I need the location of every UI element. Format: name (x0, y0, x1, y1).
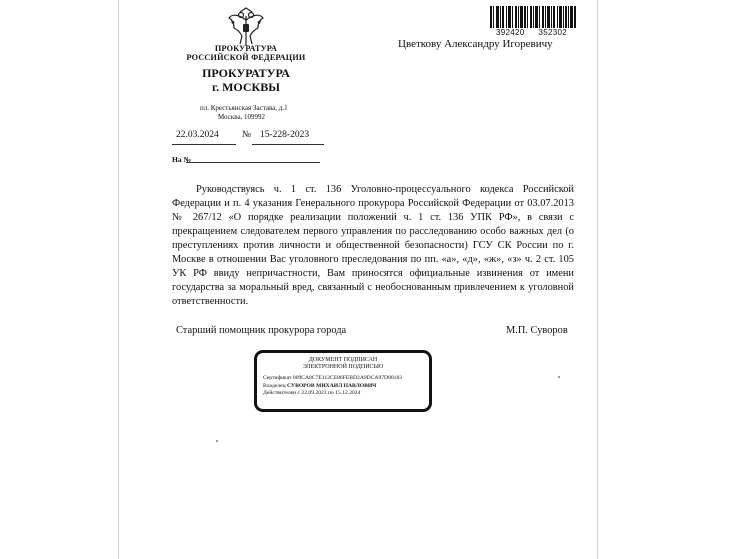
document-number: 15-228-2023 (260, 130, 310, 140)
barcode-numbers (496, 28, 567, 37)
esig-cert-label: Сертификат (263, 375, 292, 382)
esig-valid-from-prefix: с (297, 390, 301, 397)
barcode-number-left: 392420 (496, 28, 525, 37)
date-underline (172, 144, 236, 145)
esig-validity (263, 390, 423, 397)
esig-title (263, 357, 423, 371)
electronic-signature-stamp (254, 350, 432, 412)
org-address (170, 104, 370, 122)
document-date: 22.03.2024 (176, 130, 219, 140)
org-small-line1: ПРОКУРАТУРА (214, 44, 278, 53)
esig-title-line2: ЭЛЕКТРОННОЙ ПОДПИСЬЮ (302, 364, 384, 371)
address-line2: Москва, 109992 (218, 113, 266, 121)
number-underline (252, 144, 324, 145)
reply-to-label: На № (172, 155, 191, 164)
address-line1: пл. Крестьянская Застава, д.1 (200, 104, 288, 112)
esig-title-line1: ДОКУМЕНТ ПОДПИСАН (308, 357, 378, 363)
org-big-line2: г. МОСКВЫ (211, 80, 281, 94)
esig-owner-label: Владелец (263, 382, 286, 389)
esig-valid-to: 15.12.2024 (335, 390, 361, 397)
barcode-number-right: 352302 (538, 28, 567, 37)
esig-certificate (263, 375, 423, 382)
esig-valid-to-prefix: по (328, 390, 334, 397)
body-paragraph: Руководствуясь ч. 1 ст. 136 Уголовно-процессуального кодекса Российской Федерации и п. 4 указания Генерального прокурора Российской Федерации от 03.07.2013 № 267/12 «О порядке реализации положений ч. 1 ст. 136 УПК РФ», в связи с прекращением следователем первого управления по расследованию особо важных дел (о преступлениях против личности и общественной безопасности) ГСУ СК России по г. Москве в отношении Вас уголовного преследования по пп. «а», «д», «ж», «з» ч. 2 ст. 105 УК РФ ввиду непричастности, Вам приносятся официальные извинения от имени государства за моральный вред, связанный с необоснованным привлечением к уголовной ответственности. (172, 184, 574, 307)
esig-valid-label: Действителен (263, 390, 297, 397)
barcode-icon (490, 6, 576, 28)
scan-speck (558, 376, 560, 378)
org-name-big (170, 66, 322, 94)
esig-cert-value: 009CA8C7E112CE86FEBD2A9DCA97D80183 (292, 375, 403, 382)
addressee: Цветкову Александру Игоревичу (398, 38, 553, 50)
letter-body (172, 183, 574, 309)
org-big-line1: ПРОКУРАТУРА (202, 66, 290, 80)
signer-name: М.П. Суворов (506, 325, 568, 336)
signer-position: Старший помощник прокурора города (176, 325, 347, 336)
org-small-line2: РОССИЙСКОЙ ФЕДЕРАЦИИ (186, 53, 306, 62)
number-sign: № (242, 130, 252, 140)
scan-speck (216, 440, 218, 442)
esig-valid-from: 22.09.2023 (301, 390, 327, 397)
org-name-small (170, 44, 322, 62)
reply-to-underline (186, 162, 320, 163)
esig-owner-value: СУВОРОВ МИХАИЛ ПАВЛОВИЧ (287, 382, 377, 389)
